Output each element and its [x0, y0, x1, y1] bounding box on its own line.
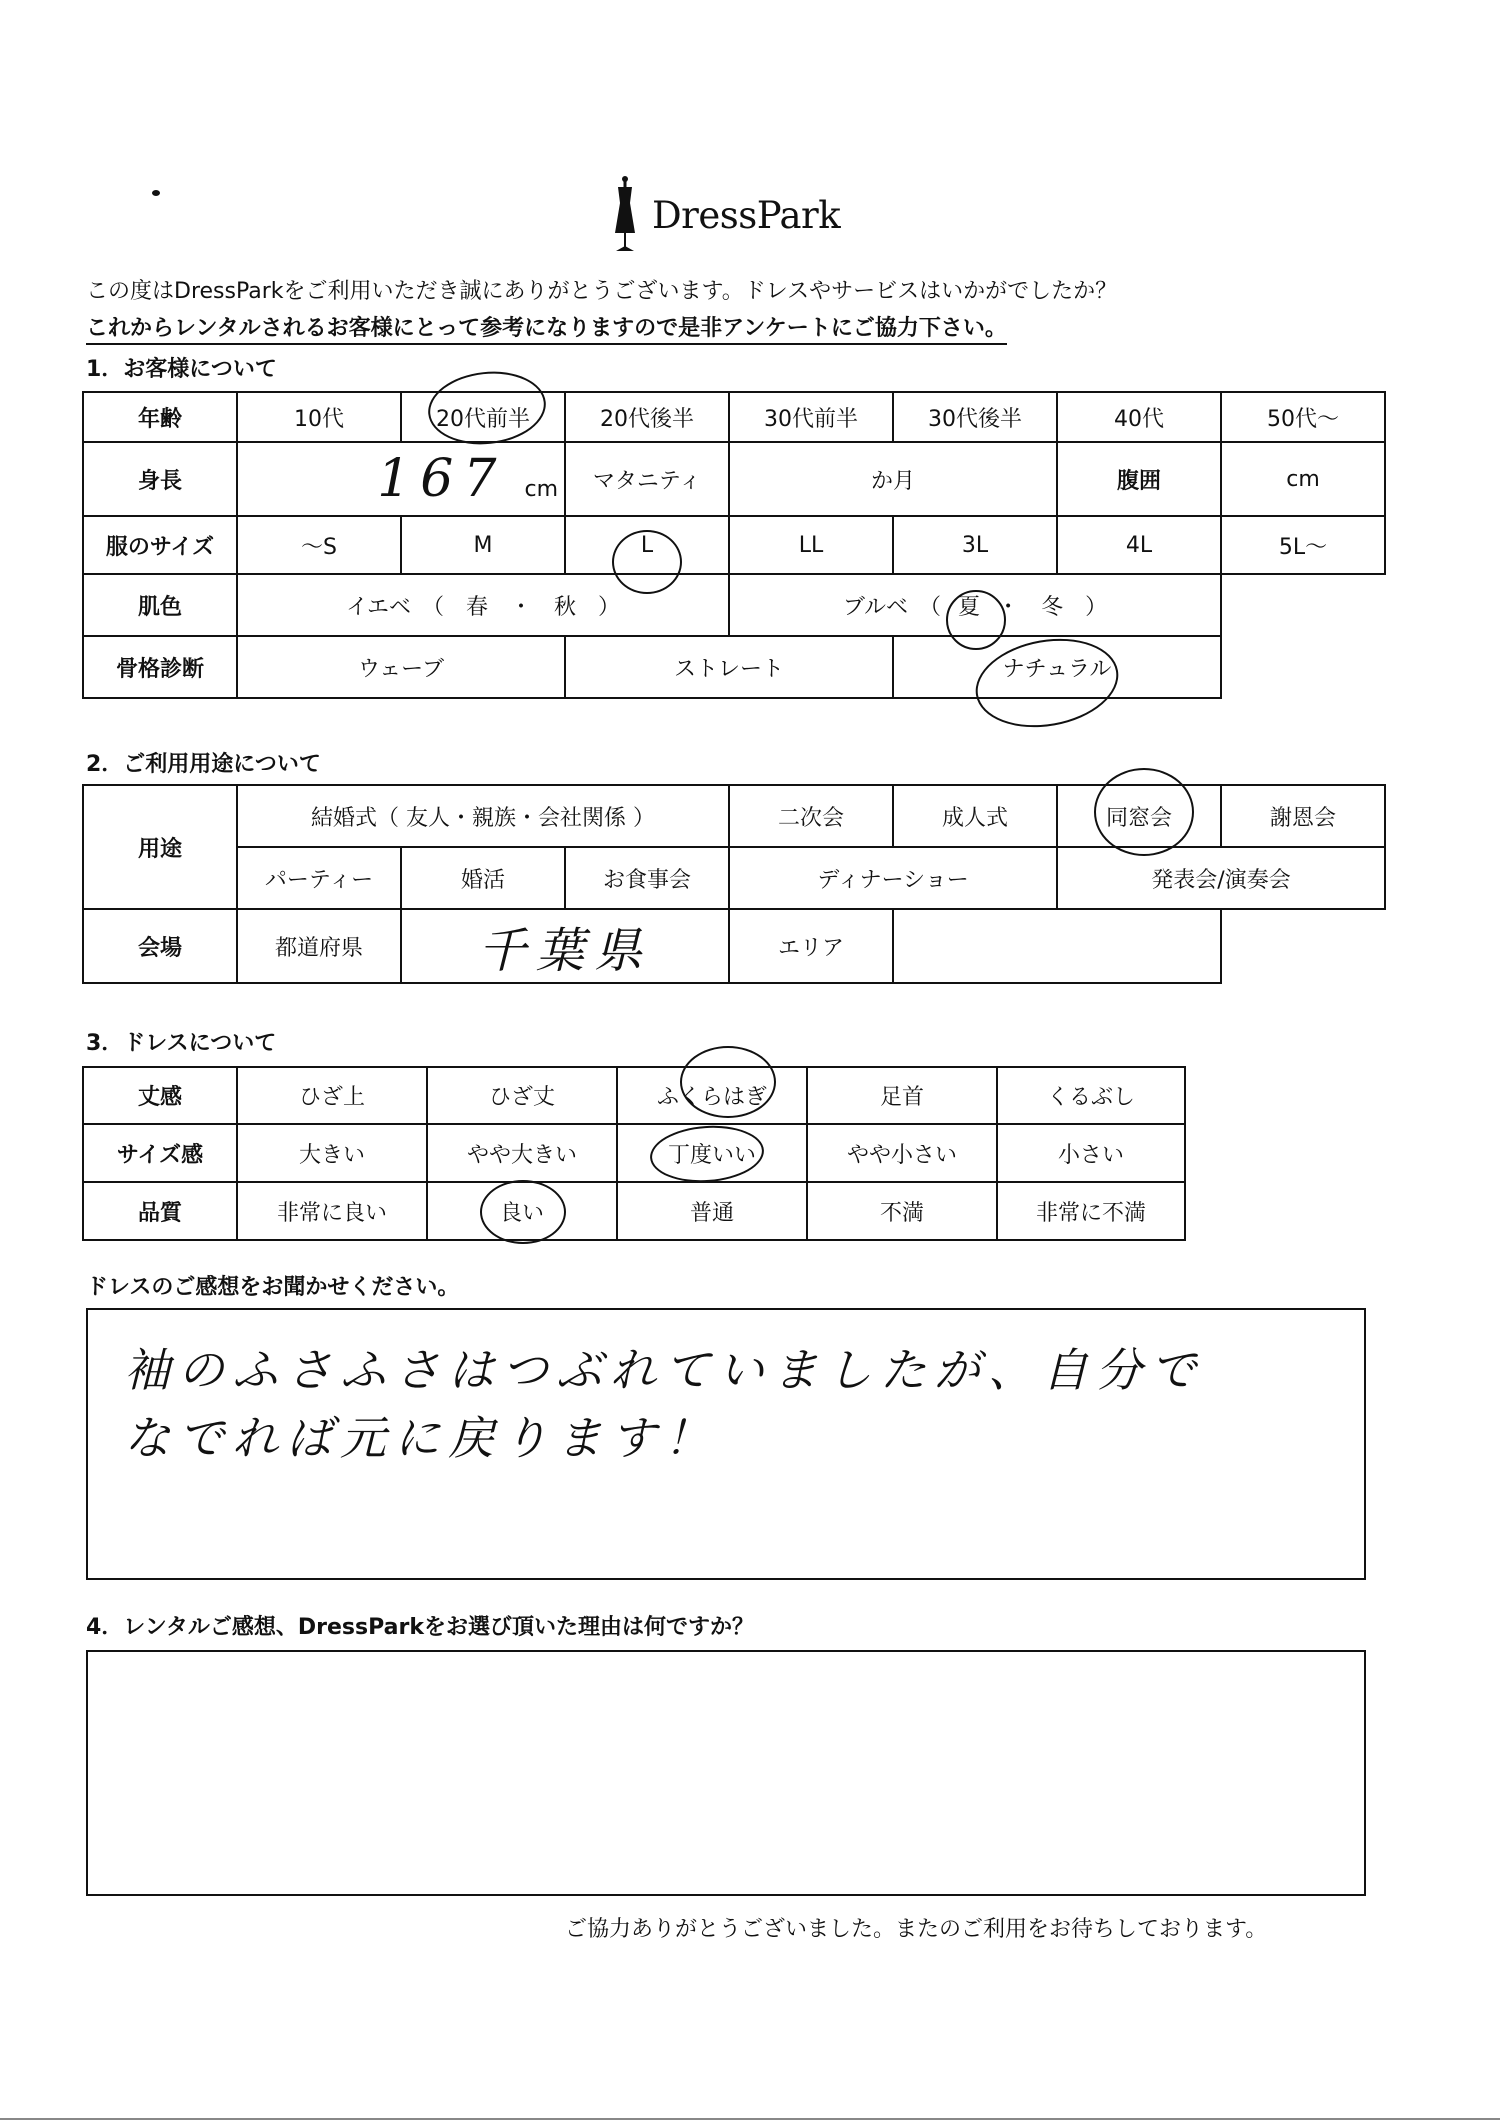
- comment-prompt: ドレスのご感想をお聞かせください。: [86, 1275, 460, 1300]
- length-option[interactable]: くるぶし: [997, 1067, 1185, 1124]
- skin-row: [83, 574, 1385, 636]
- quality-row: [83, 1182, 1185, 1240]
- section3-title: 3．ドレスについて: [86, 1031, 277, 1056]
- fit-option[interactable]: やや大きい: [427, 1124, 617, 1182]
- prefecture-value: 千葉県: [478, 922, 653, 979]
- intro-text: この度はDressParkをご利用いただき誠にありがとうございます。ドレスやサービスはいかがでしたか？: [86, 279, 1118, 304]
- prefecture-field[interactable]: [401, 909, 729, 983]
- waist-unit: cm: [1286, 466, 1320, 492]
- skeleton-option-selected[interactable]: ナチュラル: [893, 636, 1221, 698]
- quality-option-selected[interactable]: 良い: [427, 1182, 617, 1240]
- dress-table: [82, 1066, 1186, 1241]
- area-field[interactable]: [893, 909, 1221, 983]
- dress-form-icon: [610, 175, 640, 255]
- skin-label: 肌色: [83, 574, 237, 636]
- skeleton-row: [83, 636, 1385, 698]
- purpose-option[interactable]: 婚活: [401, 847, 565, 909]
- size-option[interactable]: ～S: [237, 516, 401, 574]
- height-label: 身長: [83, 442, 237, 516]
- blue-summer-selected[interactable]: 夏: [958, 594, 981, 620]
- purpose-option[interactable]: 成人式: [893, 785, 1057, 847]
- section1-title: 1．お客様について: [86, 357, 277, 382]
- purpose-option[interactable]: パーティー: [237, 847, 401, 909]
- age-option[interactable]: 40代: [1057, 392, 1221, 442]
- purpose-option[interactable]: 発表会/演奏会: [1057, 847, 1385, 909]
- size-row: [83, 516, 1385, 574]
- prefecture-label: 都道府県: [237, 909, 401, 983]
- size-option-selected[interactable]: L: [565, 516, 729, 574]
- age-option-selected[interactable]: 20代前半: [401, 392, 565, 442]
- brand-name: DressPark: [652, 193, 841, 237]
- purpose-option[interactable]: 結婚式（ 友人・親族・会社関係 ）: [237, 785, 729, 847]
- purpose-label: 用途: [83, 785, 237, 909]
- height-unit: cm: [524, 477, 558, 502]
- fit-option[interactable]: 小さい: [997, 1124, 1185, 1182]
- height-field[interactable]: [237, 442, 565, 516]
- size-option[interactable]: 5L～: [1221, 516, 1385, 574]
- waist-field[interactable]: [1221, 442, 1385, 516]
- length-row: [83, 1067, 1185, 1124]
- size-option[interactable]: M: [401, 516, 565, 574]
- blue-winter: ・ 冬 ）: [997, 594, 1108, 620]
- length-option[interactable]: ひざ上: [237, 1067, 427, 1124]
- purpose-option[interactable]: 謝恩会: [1221, 785, 1385, 847]
- scan-edge: [0, 2118, 1500, 2120]
- section4-title: 4．レンタルご感想、DressParkをお選び頂いた理由は何ですか？: [86, 1615, 754, 1640]
- size-option[interactable]: 4L: [1057, 516, 1221, 574]
- age-option[interactable]: 50代～: [1221, 392, 1385, 442]
- skeleton-label: 骨格診断: [83, 636, 237, 698]
- customer-table: [82, 391, 1386, 699]
- fit-option[interactable]: やや小さい: [807, 1124, 997, 1182]
- purpose-table: [82, 784, 1386, 984]
- intro-request: これからレンタルされるお客様にとって参考になりますので是非アンケートにご協力下さい。: [86, 311, 1007, 345]
- age-row: [83, 392, 1385, 442]
- purpose-option[interactable]: 二次会: [729, 785, 893, 847]
- purpose-option[interactable]: ディナーショー: [729, 847, 1057, 909]
- dresspark-logo: [610, 170, 840, 260]
- maternity-months-field[interactable]: [729, 442, 1057, 516]
- height-row: [83, 442, 1385, 516]
- comment-line: なでれば元に戻ります！: [124, 1411, 718, 1465]
- reason-box[interactable]: [86, 1650, 1366, 1896]
- purpose-option[interactable]: お食事会: [565, 847, 729, 909]
- fit-option[interactable]: 大きい: [237, 1124, 427, 1182]
- scan-speck: [152, 190, 160, 196]
- age-option[interactable]: 30代後半: [893, 392, 1057, 442]
- length-option[interactable]: ひざ丈: [427, 1067, 617, 1124]
- venue-label: 会場: [83, 909, 237, 983]
- dress-comment-box[interactable]: [86, 1308, 1366, 1580]
- size-label: 服のサイズ: [83, 516, 237, 574]
- section2-title: 2．ご利用用途について: [86, 752, 321, 777]
- quality-option[interactable]: 非常に不満: [997, 1182, 1185, 1240]
- age-option[interactable]: 10代: [237, 392, 401, 442]
- age-option[interactable]: 20代後半: [565, 392, 729, 442]
- size-option[interactable]: 3L: [893, 516, 1057, 574]
- yellow-base-option[interactable]: イエベ （ 春 ・ 秋 ）: [237, 574, 729, 636]
- quality-label: 品質: [83, 1182, 237, 1240]
- age-label: 年齢: [83, 392, 237, 442]
- skeleton-option[interactable]: ウェーブ: [237, 636, 565, 698]
- maternity-label: マタニティ: [565, 442, 729, 516]
- fit-option-selected[interactable]: 丁度いい: [617, 1124, 807, 1182]
- blue-base-label: ブルベ （: [842, 594, 942, 620]
- length-label: 丈感: [83, 1067, 237, 1124]
- blue-base-option[interactable]: [729, 574, 1221, 636]
- length-option[interactable]: 足首: [807, 1067, 997, 1124]
- quality-option[interactable]: 不満: [807, 1182, 997, 1240]
- area-label: エリア: [729, 909, 893, 983]
- quality-option[interactable]: 非常に良い: [237, 1182, 427, 1240]
- age-option[interactable]: 30代前半: [729, 392, 893, 442]
- fit-row: [83, 1124, 1185, 1182]
- length-option-selected[interactable]: ふくらはぎ: [617, 1067, 807, 1124]
- waist-label: 腹囲: [1057, 442, 1221, 516]
- size-option[interactable]: LL: [729, 516, 893, 574]
- thanks-text: ご協力ありがとうございました。またのご利用をお待ちしております。: [565, 1917, 1268, 1942]
- purpose-option-selected[interactable]: 同窓会: [1057, 785, 1221, 847]
- months-unit: か月: [870, 468, 915, 494]
- height-value: 167: [377, 449, 507, 509]
- quality-option[interactable]: 普通: [617, 1182, 807, 1240]
- comment-line: 袖のふさふさはつぶれていましたが、自分で: [124, 1343, 1204, 1397]
- skeleton-option[interactable]: ストレート: [565, 636, 893, 698]
- fit-label: サイズ感: [83, 1124, 237, 1182]
